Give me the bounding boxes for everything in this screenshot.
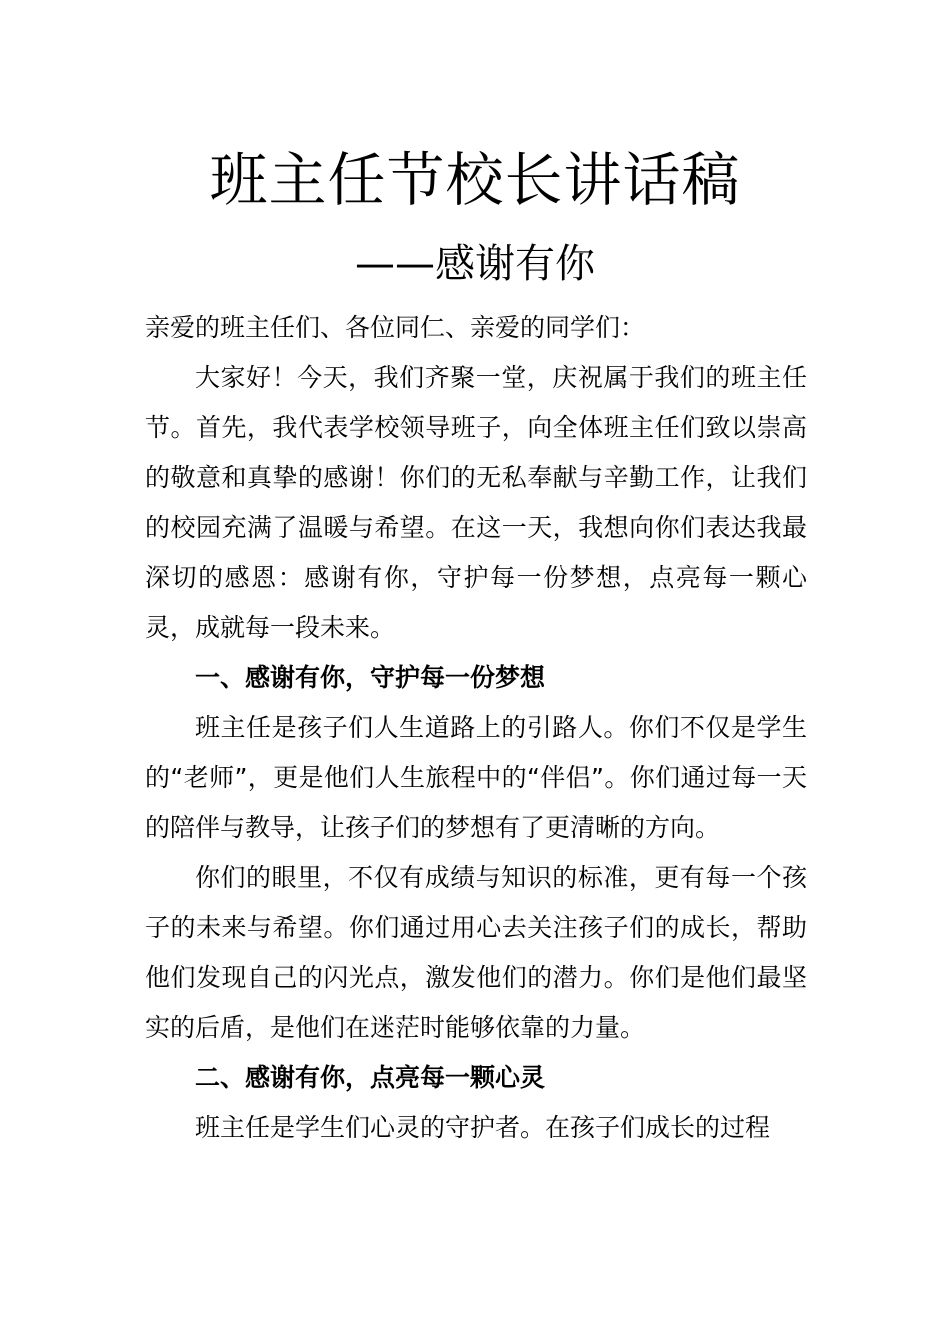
paragraph-2: 班主任是孩子们人生道路上的引路人。你们不仅是学生的“老师”，更是他们人生旅程中的“伴侣”。你们通过每一天的陪伴与教导，让孩子们的梦想有了更清晰的方向。 xyxy=(145,713,807,842)
paragraph-4: 班主任是学生们心灵的守护者。在孩子们成长的过程 xyxy=(195,1113,771,1142)
section-heading-1: 一、感谢有你，守护每一份梦想 xyxy=(195,663,546,692)
salutation: 亲爱的班主任们、各位同仁、亲爱的同学们： xyxy=(145,313,646,342)
document-subtitle: ——感谢有你 xyxy=(355,241,595,287)
document-body xyxy=(145,303,807,1153)
document-title: 班主任节校长讲话稿 xyxy=(209,146,741,214)
paragraph-3: 你们的眼里，不仅有成绩与知识的标准，更有每一个孩子的未来与希望。你们通过用心去关注孩子们的成长，帮助他们发现自己的闪光点，激发他们的潜力。你们是他们最坚实的后盾，是他们在迷茫时能够依靠的力量。 xyxy=(145,863,807,1042)
paragraph-1: 大家好！今天，我们齐聚一堂，庆祝属于我们的班主任节。首先，我代表学校领导班子，向全体班主任们致以崇高的敬意和真挚的感谢！你们的无私奉献与辛勤工作，让我们的校园充满了温暖与希望。在这一天，我想向你们表达我最深切的感恩：感谢有你，守护每一份梦想，点亮每一颗心灵，成就每一段未来。 xyxy=(145,363,807,642)
section-heading-2: 二、感谢有你，点亮每一颗心灵 xyxy=(195,1063,546,1092)
